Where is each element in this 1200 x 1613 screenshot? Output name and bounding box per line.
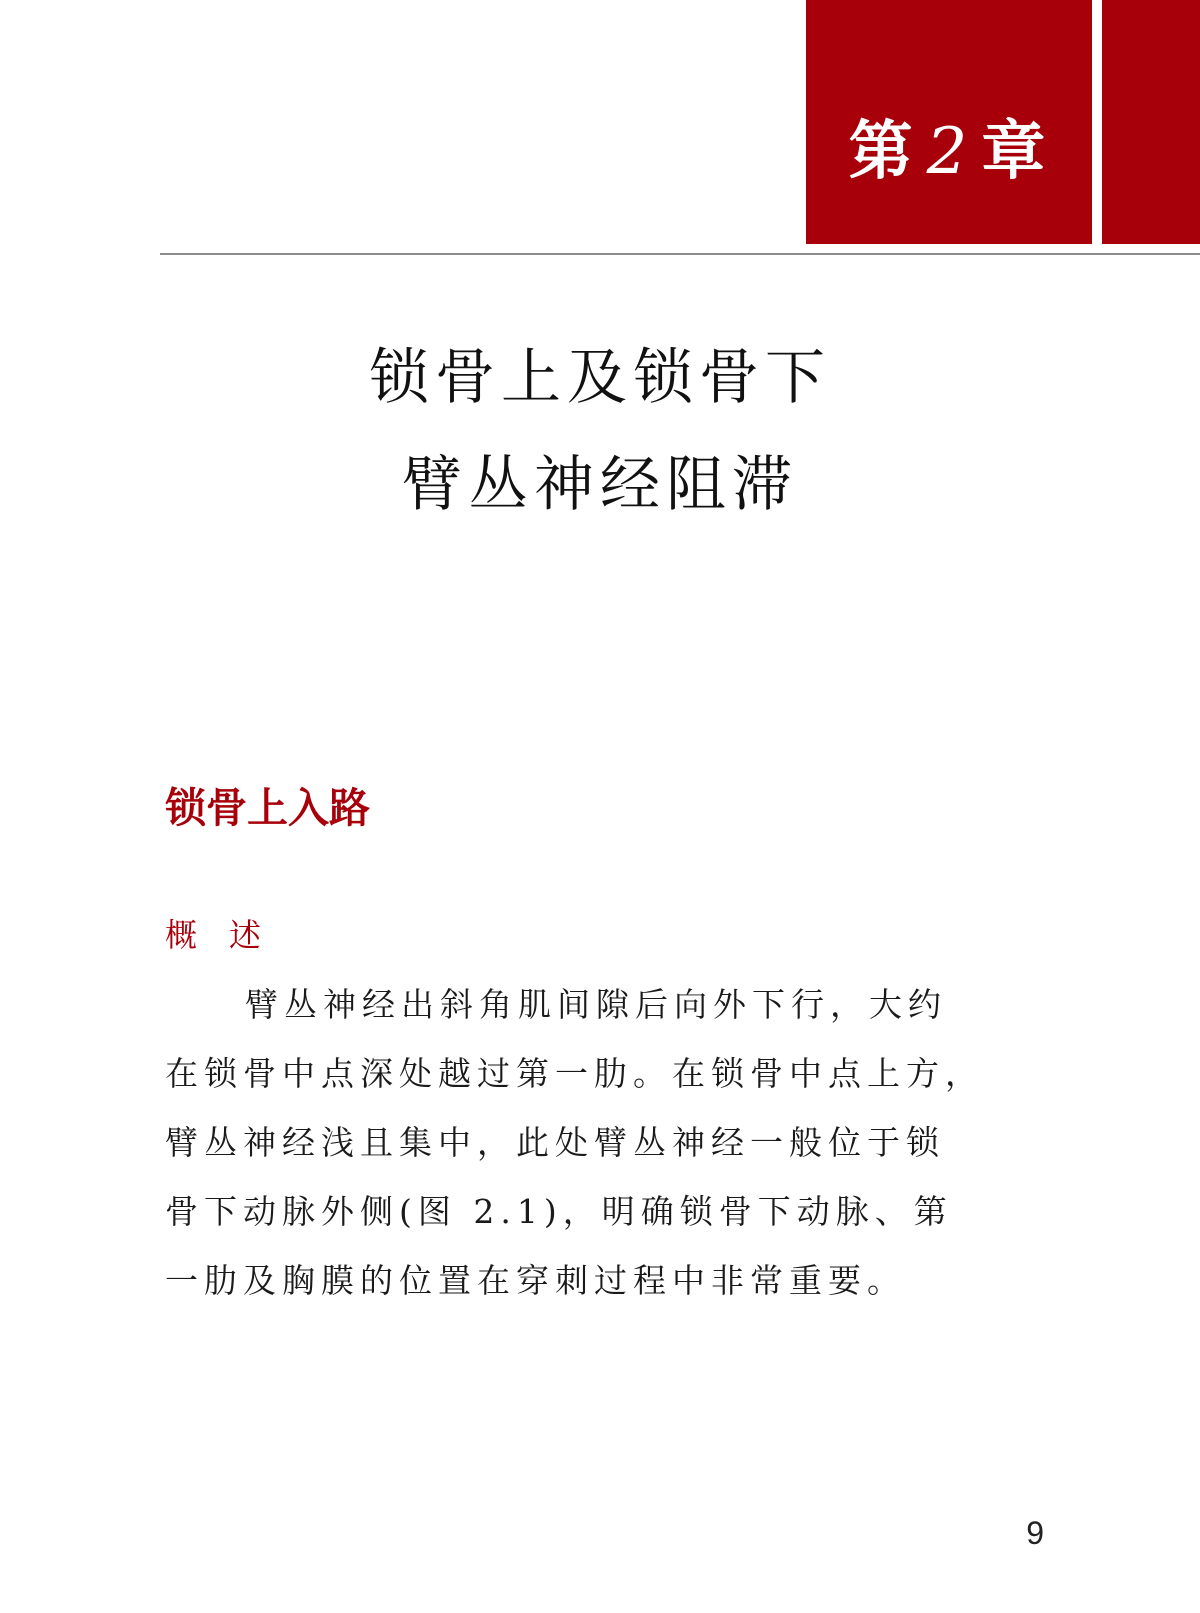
body-line: 骨下动脉外侧(图 2.1)，明确锁骨下动脉、第 — [165, 1192, 953, 1231]
chapter-banner-stripe — [1092, 0, 1096, 244]
chapter-title-line-2: 臂丛神经阻滞 — [402, 450, 798, 520]
section-heading: 锁骨上入路 — [165, 784, 370, 832]
chapter-title-line-1: 锁骨上及锁骨下 — [369, 343, 831, 413]
chapter-number: 2 — [926, 115, 972, 189]
body-line: 一肋及胸膜的位置在穿刺过程中非常重要。 — [165, 1261, 906, 1300]
body-line: 在锁骨中点深处越过第一肋。在锁骨中点上方， — [165, 1054, 984, 1093]
chapter-suffix: 章 — [981, 115, 1050, 189]
chapter-prefix: 第 — [848, 115, 917, 189]
body-paragraph — [165, 970, 1045, 1315]
chapter-label — [806, 112, 1092, 192]
body-line: 臂丛神经出斜角肌间隙后向外下行，大约 — [245, 985, 947, 1024]
chapter-banner-tail — [1102, 0, 1200, 244]
body-line: 臂丛神经浅且集中，此处臂丛神经一般位于锁 — [165, 1123, 945, 1162]
subheading: 概 述 — [165, 916, 262, 954]
header-rule — [160, 253, 1200, 255]
page-number: 9 — [1026, 1515, 1044, 1551]
